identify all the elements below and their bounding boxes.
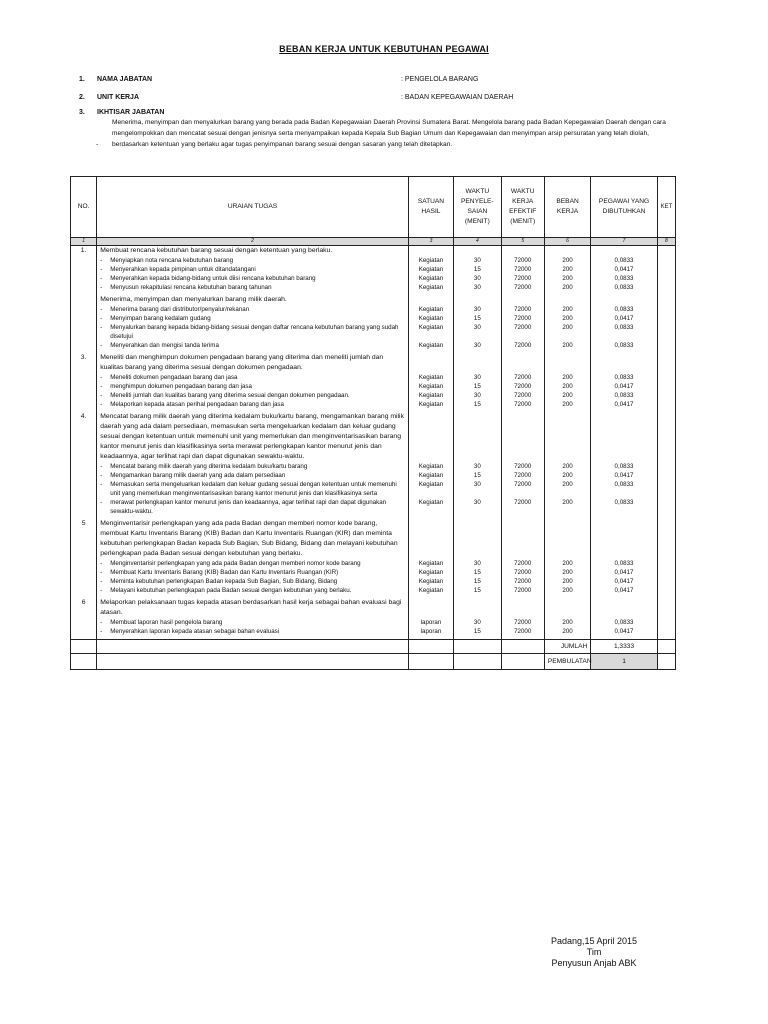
task-beban-kerja: 200 bbox=[544, 471, 590, 480]
task-row bbox=[71, 618, 676, 627]
task-waktu-efektif: 72000 bbox=[501, 373, 544, 382]
task-beban-kerja: 200 bbox=[544, 618, 590, 627]
task-waktu-efektif: 72000 bbox=[501, 382, 544, 391]
pembulatan-row bbox=[71, 654, 676, 670]
task-waktu-penyelesaian: 15 bbox=[454, 265, 501, 274]
task-waktu-penyelesaian: 30 bbox=[454, 373, 501, 382]
task-waktu-efektif: 72000 bbox=[501, 323, 544, 341]
task-beban-kerja: 200 bbox=[544, 391, 590, 400]
task-waktu-penyelesaian: 30 bbox=[454, 256, 501, 265]
task-waktu-penyelesaian: 30 bbox=[454, 559, 501, 568]
task-waktu-penyelesaian: 30 bbox=[454, 341, 501, 350]
job-summary bbox=[96, 117, 672, 150]
task-row bbox=[71, 462, 676, 471]
task-description: - Menyimpan barang kedalam gudang bbox=[100, 315, 211, 322]
task-satuan: laporan bbox=[408, 627, 453, 636]
task-description: - Menyalurkan barang kepada bidang-bidang sesuai dengan daftar rencana kebutuhan barang yang sudah disetujui bbox=[100, 324, 399, 340]
section-description: Meneliti dan menghimpun dokumen pengadaan barang yang diterima dan meneliti jumlah dan kualitas barang yang diterima sesuai dengan dokumen pengadaan. bbox=[97, 353, 409, 373]
col-number: 1 bbox=[71, 238, 97, 246]
task-row bbox=[71, 265, 676, 274]
task-waktu-penyelesaian: 30 bbox=[454, 274, 501, 283]
task-beban-kerja: 200 bbox=[544, 498, 590, 516]
task-beban-kerja: 200 bbox=[544, 323, 590, 341]
task-satuan: Kegiatan bbox=[408, 568, 453, 577]
section-number: 5 bbox=[71, 519, 97, 559]
task-row bbox=[71, 627, 676, 636]
task-satuan: Kegiatan bbox=[408, 314, 453, 323]
task-pegawai: 0,0833 bbox=[591, 462, 658, 471]
col-header-pegawai: PEGAWAI YANG DIBUTUHKAN bbox=[591, 177, 658, 238]
task-pegawai: 0,0833 bbox=[591, 305, 658, 314]
task-waktu-penyelesaian: 15 bbox=[454, 627, 501, 636]
task-waktu-efektif: 72000 bbox=[501, 471, 544, 480]
task-row bbox=[71, 305, 676, 314]
task-satuan: Kegiatan bbox=[408, 559, 453, 568]
task-waktu-penyelesaian: 30 bbox=[454, 480, 501, 498]
task-waktu-penyelesaian: 15 bbox=[454, 586, 501, 595]
task-description: - Meneliti dokumen pengadaan barang dan jasa bbox=[100, 374, 238, 381]
task-pegawai: 0,0417 bbox=[591, 400, 658, 409]
header-num-2: 2. bbox=[79, 94, 85, 101]
task-satuan: Kegiatan bbox=[408, 391, 453, 400]
task-row bbox=[71, 471, 676, 480]
task-beban-kerja: 200 bbox=[544, 314, 590, 323]
task-description: - Menyiapkan nota rencana kebutuhan barang bbox=[100, 257, 234, 264]
task-description: - Meneliti jumlah dan kualitas barang yang diterima sesuai dengan dokumen pengadaan. bbox=[100, 392, 350, 399]
section-description: Melaporkan pelaksanaan tugas kepada atasan berdasarkan hasil kerja sebagai bahan evaluasi bagi atasan. bbox=[97, 598, 409, 618]
task-row bbox=[71, 314, 676, 323]
task-satuan: Kegiatan bbox=[408, 382, 453, 391]
task-beban-kerja: 200 bbox=[544, 627, 590, 636]
task-waktu-efektif: 72000 bbox=[501, 305, 544, 314]
task-satuan: Kegiatan bbox=[408, 341, 453, 350]
task-description: - Melayani kebutuhan perlengkapan pada Badan sesuai dengan kebutuhan yang berlaku. bbox=[100, 587, 352, 594]
task-waktu-efektif: 72000 bbox=[501, 341, 544, 350]
task-description: - merawat perlengkapan kantor menurut jenis dan keadaannya, agar terlihat rapi dan dapat digunakan sewaktu-waktu. bbox=[100, 499, 387, 515]
section-row bbox=[71, 246, 676, 257]
task-waktu-efektif: 72000 bbox=[501, 559, 544, 568]
task-waktu-efektif: 72000 bbox=[501, 480, 544, 498]
signature-date: Padang,15 April 2015 bbox=[550, 936, 638, 946]
task-satuan: Kegiatan bbox=[408, 480, 453, 498]
jumlah-label: JUMLAH bbox=[544, 640, 590, 654]
task-pegawai: 0,0833 bbox=[591, 498, 658, 516]
col-number: 4 bbox=[454, 238, 501, 246]
task-row bbox=[71, 577, 676, 586]
task-waktu-penyelesaian: 15 bbox=[454, 382, 501, 391]
header-label-2: UNIT KERJA bbox=[97, 94, 140, 101]
task-waktu-efektif: 72000 bbox=[501, 618, 544, 627]
task-satuan: Kegiatan bbox=[408, 265, 453, 274]
task-pegawai: 0,0417 bbox=[591, 586, 658, 595]
task-satuan: Kegiatan bbox=[408, 323, 453, 341]
task-beban-kerja: 200 bbox=[544, 274, 590, 283]
col-number: 7 bbox=[591, 238, 658, 246]
task-satuan: Kegiatan bbox=[408, 373, 453, 382]
signature-block bbox=[524, 936, 664, 969]
task-row bbox=[71, 480, 676, 498]
task-waktu-efektif: 72000 bbox=[501, 391, 544, 400]
task-beban-kerja: 200 bbox=[544, 382, 590, 391]
task-row bbox=[71, 400, 676, 409]
summary-text: Menerima, menyimpan dan menyalurkan barang yang berada pada Badan Kepegawaian Daerah Provinsi Sumatera Barat. Mengelola barang pada Badan Kepegawaian Daerah dengan cara mengelompokkan dan mencatat sesuai dengan jenisnya serta menyampaikan kepada Kepala Sub Bagian Umum dan Kepegawaian dan menyimpan arsip persuratan yang telah diolah, berdasarkan ketentuan yang berlaku agar tugas penyimpanan barang sesuai dengan sasaran yang telah ditetapkan. bbox=[112, 119, 666, 148]
pembulatan-label: PEMBULATAN bbox=[544, 654, 590, 670]
task-waktu-efektif: 72000 bbox=[501, 274, 544, 283]
col-number: 2 bbox=[97, 238, 409, 246]
task-waktu-efektif: 72000 bbox=[501, 498, 544, 516]
task-pegawai: 0,0417 bbox=[591, 577, 658, 586]
task-description: - Menerima barang dari distributor/penyalur/rekanan bbox=[100, 306, 250, 313]
section-row bbox=[71, 519, 676, 559]
task-waktu-efektif: 72000 bbox=[501, 586, 544, 595]
task-satuan: Kegiatan bbox=[408, 305, 453, 314]
task-satuan: Kegiatan bbox=[408, 256, 453, 265]
col-header-ket: KET bbox=[657, 177, 675, 238]
task-waktu-penyelesaian: 30 bbox=[454, 462, 501, 471]
header-label-3: IKHTISAR JABATAN bbox=[97, 109, 165, 116]
task-waktu-penyelesaian: 30 bbox=[454, 391, 501, 400]
header-label-1: NAMA JABATAN bbox=[97, 76, 153, 83]
task-row bbox=[71, 586, 676, 595]
task-satuan: Kegiatan bbox=[408, 586, 453, 595]
pembulatan-value: 1 bbox=[591, 654, 658, 670]
task-description: - Memasukan serta mengeluarkan kedalam dan keluar gudang sesuai dengan ketentuan untuk memenuhi unit yang memerlukan menginventarisasikan barang kantor menurut jenis dan klasifikasinya serta bbox=[100, 481, 397, 497]
task-description: - Mengamankan barang milik daerah yang ada dalam persediaan bbox=[100, 472, 286, 479]
task-satuan: Kegiatan bbox=[408, 462, 453, 471]
task-beban-kerja: 200 bbox=[544, 341, 590, 350]
signature-team: Tim bbox=[586, 947, 602, 957]
task-waktu-efektif: 72000 bbox=[501, 283, 544, 292]
task-row bbox=[71, 373, 676, 382]
task-beban-kerja: 200 bbox=[544, 568, 590, 577]
task-pegawai: 0,0417 bbox=[591, 265, 658, 274]
task-satuan: Kegiatan bbox=[408, 577, 453, 586]
col-header-beban: BEBAN KERJA bbox=[544, 177, 590, 238]
section-description: Mencatat barang milik daerah yang diterima kedalam buku/kartu barang, mengamankan barang milik daerah yang ada dalam persediaan, memasukan serta mengeluarkan kedalam dan keluar gudang sesuai dengan ketentuan untuk memenuhi unit yang memerlukan dan menginventarisasikan barang kantor menurut jenis dan klasifikasinya serta merawat perlengkapan kantor menurut jenis dan keadaannya, agar terlihat rapi dan dapat digunakan sewaktu-waktu. bbox=[97, 412, 409, 462]
task-description: - Membuat Kartu Inventaris Barang (KIB) Badan dan Kartu Inventaris Ruangan (KIR) bbox=[100, 569, 339, 576]
task-description: - Menyerahkan kepada pimpinan untuk ditandatangani bbox=[100, 266, 256, 273]
task-waktu-efektif: 72000 bbox=[501, 314, 544, 323]
document-title: BEBAN KERJA UNTUK KEBUTUHAN PEGAWAI bbox=[279, 44, 489, 54]
column-number-row bbox=[71, 238, 676, 246]
task-row bbox=[71, 391, 676, 400]
task-description: - menghimpun dokumen pengadaan barang dan jasa bbox=[100, 383, 252, 390]
task-waktu-penyelesaian: 30 bbox=[454, 618, 501, 627]
section-row bbox=[71, 598, 676, 618]
task-beban-kerja: 200 bbox=[544, 559, 590, 568]
task-description: - Menyerahkan dan mengisi tanda terima bbox=[100, 342, 219, 349]
task-waktu-penyelesaian: 30 bbox=[454, 498, 501, 516]
task-pegawai: 0,0833 bbox=[591, 559, 658, 568]
section-row bbox=[71, 353, 676, 373]
section-description: Membuat rencana kebutuhan barang sesuai dengan ketentuan yang berlaku. bbox=[97, 246, 409, 257]
task-description: - Mencatat barang milik daerah yang diterima kedalam buku/kartu barang bbox=[100, 463, 308, 470]
task-waktu-penyelesaian: 30 bbox=[454, 305, 501, 314]
task-pegawai: 0,0417 bbox=[591, 382, 658, 391]
col-header-uraian: URAIAN TUGAS bbox=[97, 177, 409, 238]
task-waktu-efektif: 72000 bbox=[501, 627, 544, 636]
task-pegawai: 0,0833 bbox=[591, 341, 658, 350]
header-num-3: 3. bbox=[79, 109, 85, 116]
jumlah-value: 1,3333 bbox=[591, 640, 658, 654]
task-waktu-penyelesaian: 15 bbox=[454, 471, 501, 480]
task-pegawai: 0,0833 bbox=[591, 256, 658, 265]
task-beban-kerja: 200 bbox=[544, 577, 590, 586]
task-pegawai: 0,0417 bbox=[591, 314, 658, 323]
header-num-1: 1. bbox=[79, 76, 85, 83]
section-number bbox=[71, 295, 97, 305]
task-waktu-penyelesaian: 30 bbox=[454, 283, 501, 292]
task-description: - Menyusun rekapitulasi rencana kebutuhan barang tahunan bbox=[100, 284, 272, 291]
task-pegawai: 0,0833 bbox=[591, 274, 658, 283]
col-number: 6 bbox=[544, 238, 590, 246]
total-row bbox=[71, 640, 676, 654]
task-pegawai: 0,0833 bbox=[591, 391, 658, 400]
task-row bbox=[71, 568, 676, 577]
task-satuan: Kegiatan bbox=[408, 283, 453, 292]
section-number: 4. bbox=[71, 412, 97, 462]
task-row bbox=[71, 283, 676, 292]
task-description: - Membuat laporan hasil pengelola barang bbox=[100, 619, 223, 626]
header-value-2: : BADAN KEPEGAWAIAN DAERAH bbox=[401, 94, 514, 101]
task-pegawai: 0,0833 bbox=[591, 323, 658, 341]
col-header-no: NO. bbox=[71, 177, 97, 238]
section-description: Menerima, menyimpan dan menyalurkan barang milik daerah. bbox=[97, 295, 409, 305]
task-description: - Menginventarisir perlengkapan yang ada pada Badan dengan memberi nomor kode barang bbox=[100, 560, 361, 567]
task-pegawai: 0,0417 bbox=[591, 471, 658, 480]
task-beban-kerja: 200 bbox=[544, 462, 590, 471]
col-number: 8 bbox=[657, 238, 675, 246]
section-row bbox=[71, 295, 676, 305]
task-row bbox=[71, 256, 676, 265]
task-satuan: Kegiatan bbox=[408, 400, 453, 409]
task-row bbox=[71, 323, 676, 341]
workload-table bbox=[70, 176, 676, 670]
section-number: 6 bbox=[71, 598, 97, 618]
task-waktu-efektif: 72000 bbox=[501, 577, 544, 586]
section-description: Menginventarisir perlengkapan yang ada pada Badan dengan memberi nomor kode barang, membuat Kartu Inventaris Barang (KIB) Badan dan Kartu Inventaris Ruangan (KIR) dan meminta kebutuhan perlengkapan Badan kepada Sub Bagian, Sub Bidang, Bidang dan melayani kebutuhan perlengkapan pada Badan sesuai dengan kebutuhan yang berlaku. bbox=[97, 519, 409, 559]
task-waktu-efektif: 72000 bbox=[501, 568, 544, 577]
task-pegawai: 0,0833 bbox=[591, 373, 658, 382]
signature-title: Penyusun Anjab ABK bbox=[551, 958, 637, 968]
task-beban-kerja: 200 bbox=[544, 480, 590, 498]
task-description: - Meminta kebutuhan perlengkapan Badan kepada Sub Bagian, Sub Bidang, Bidang bbox=[100, 578, 338, 585]
task-beban-kerja: 200 bbox=[544, 265, 590, 274]
task-pegawai: 0,0417 bbox=[591, 627, 658, 636]
task-satuan: Kegiatan bbox=[408, 498, 453, 516]
col-header-satuan: SATUAN HASIL bbox=[408, 177, 453, 238]
task-row bbox=[71, 382, 676, 391]
task-satuan: laporan bbox=[408, 618, 453, 627]
task-row bbox=[71, 341, 676, 350]
task-description: - Melaporkan kepada atasan perihal pengadaan barang dan jasa bbox=[100, 401, 284, 408]
task-beban-kerja: 200 bbox=[544, 305, 590, 314]
section-row bbox=[71, 412, 676, 462]
task-waktu-penyelesaian: 15 bbox=[454, 314, 501, 323]
task-satuan: Kegiatan bbox=[408, 274, 453, 283]
task-row bbox=[71, 274, 676, 283]
task-waktu-efektif: 72000 bbox=[501, 265, 544, 274]
col-number: 3 bbox=[408, 238, 453, 246]
task-waktu-penyelesaian: 30 bbox=[454, 323, 501, 341]
task-row bbox=[71, 559, 676, 568]
col-header-waktu-efektif: WAKTU KERJA EFEKTIF (MENIT) bbox=[501, 177, 544, 238]
task-pegawai: 0,0833 bbox=[591, 618, 658, 627]
task-pegawai: 0,0417 bbox=[591, 568, 658, 577]
task-beban-kerja: 200 bbox=[544, 283, 590, 292]
task-description: - Menyerahkan laporan kepada atasan sebagai bahan evaluasi bbox=[100, 628, 280, 635]
task-beban-kerja: 200 bbox=[544, 256, 590, 265]
task-waktu-efektif: 72000 bbox=[501, 462, 544, 471]
col-number: 5 bbox=[501, 238, 544, 246]
task-description: - Menyerahkan kepada bidang-bidang untuk diisi rencana kebutuhan barang bbox=[100, 275, 316, 282]
task-beban-kerja: 200 bbox=[544, 400, 590, 409]
header-value-1: : PENGELOLA BARANG bbox=[401, 76, 479, 83]
task-pegawai: 0,0833 bbox=[591, 283, 658, 292]
task-beban-kerja: 200 bbox=[544, 373, 590, 382]
summary-dash: - bbox=[96, 141, 99, 148]
task-row bbox=[71, 498, 676, 516]
task-waktu-penyelesaian: 15 bbox=[454, 577, 501, 586]
section-number: 1. bbox=[71, 246, 97, 257]
task-beban-kerja: 200 bbox=[544, 586, 590, 595]
task-pegawai: 0,0833 bbox=[591, 480, 658, 498]
task-satuan: Kegiatan bbox=[408, 471, 453, 480]
task-waktu-efektif: 72000 bbox=[501, 400, 544, 409]
section-number: 3. bbox=[71, 353, 97, 373]
task-waktu-penyelesaian: 15 bbox=[454, 400, 501, 409]
col-header-waktu-penyelesaian: WAKTU PENYELE-SAIAN (MENIT) bbox=[454, 177, 501, 238]
task-waktu-efektif: 72000 bbox=[501, 256, 544, 265]
task-waktu-penyelesaian: 15 bbox=[454, 568, 501, 577]
